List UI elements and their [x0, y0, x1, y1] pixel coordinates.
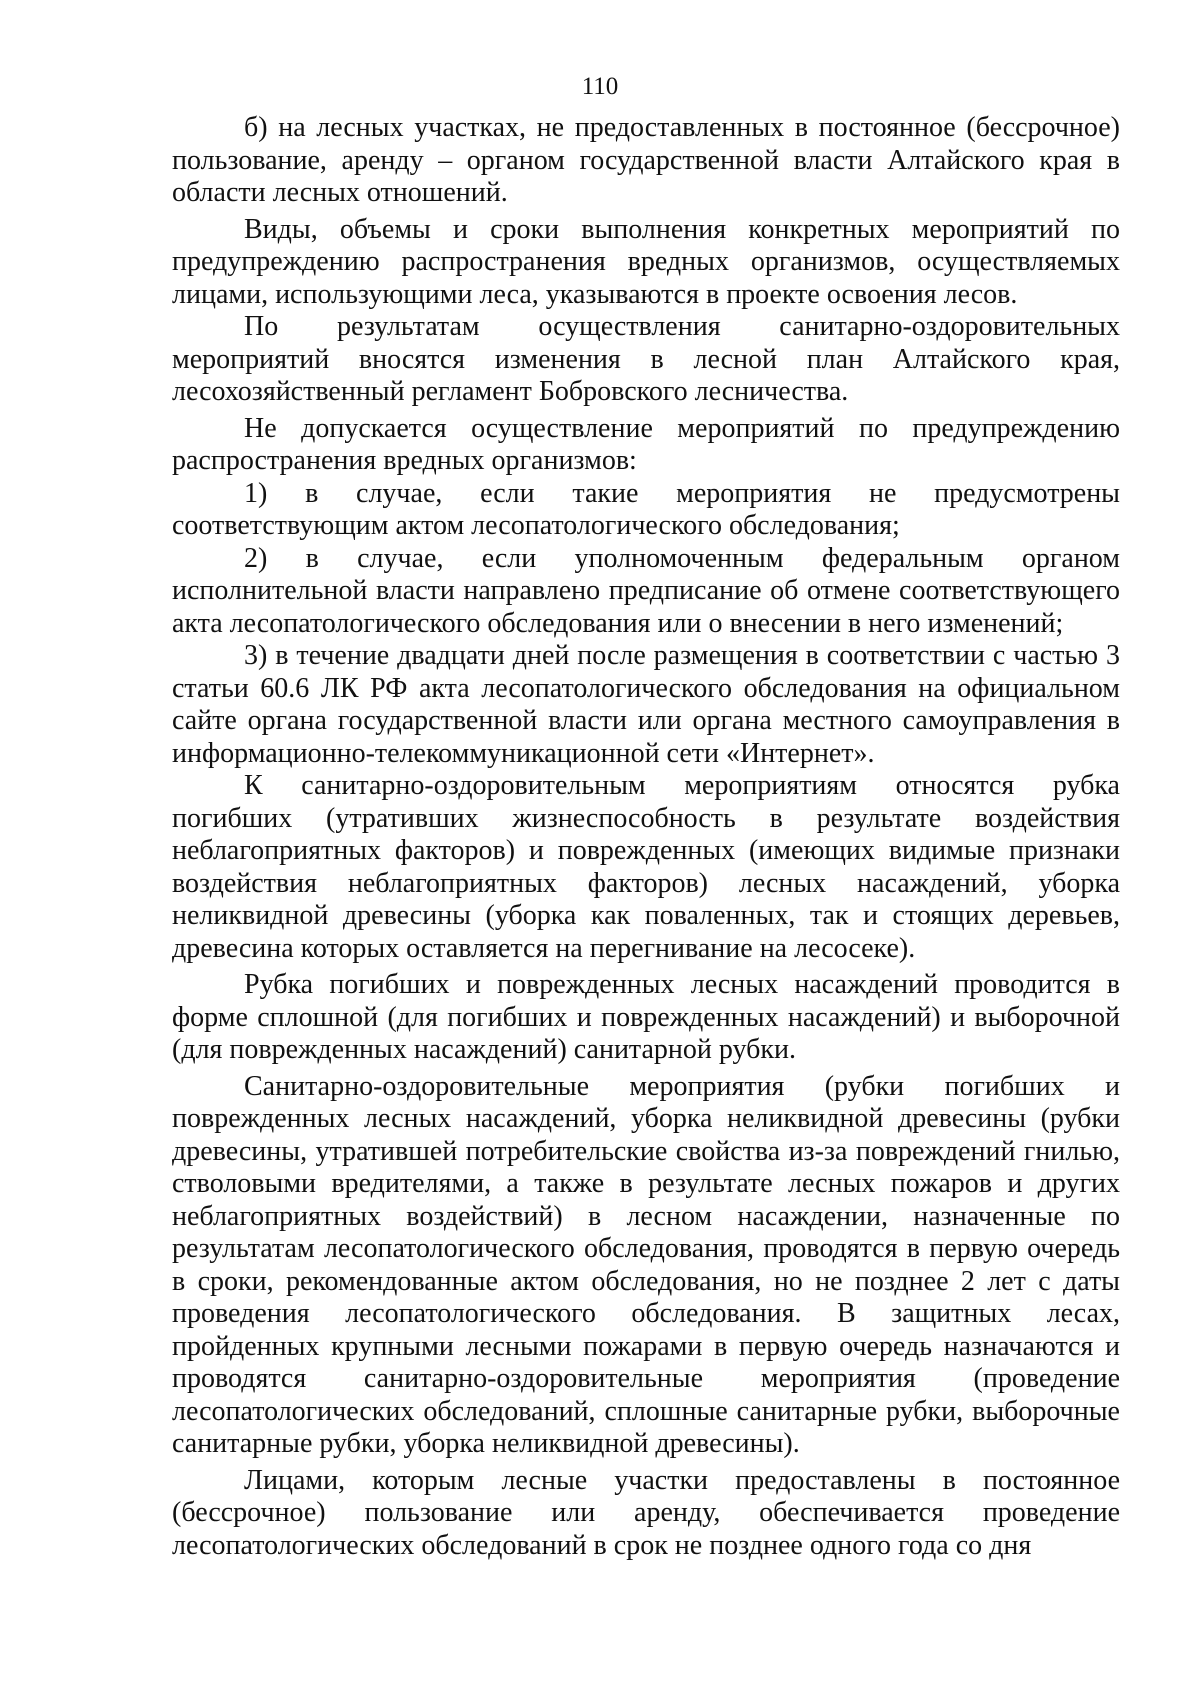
paragraph-5: К санитарно-оздоровительным мероприятиям относятся рубка погибших (утративших жизнеспособность в результате воздействия неблагоприятных факторов) и поврежденных (имеющих видимые признаки воздействия неблагоприятных факторов) лесных насаждений, уборка неликвидной древесины (уборка как поваленных, так и стоящих деревьев, древесина которых оставляется на перегнивание на лесосеке).: [172, 770, 1120, 964]
paragraph-6: Рубка погибших и поврежденных лесных насаждений проводится в форме сплошной (для погибших и поврежденных насаждений) и выборочной (для поврежденных насаждений) санитарной рубки.: [172, 969, 1120, 1065]
paragraph-3: По результатам осуществления санитарно-оздоровительных мероприятий вносятся изменения в лесной план Алтайского края, лесохозяйственный регламент Бобровского лесничества.: [172, 311, 1120, 407]
list-item-1: 1) в случае, если такие мероприятия не предусмотрены соответствующим актом лесопатологического обследования;: [172, 477, 1120, 541]
paragraph-2: Виды, объемы и сроки выполнения конкретных мероприятий по предупреждению распространения вредных организмов, осуществляемых лицами, использующими леса, указываются в проекте освоения лесов.: [172, 213, 1120, 310]
paragraph-4: Не допускается осуществление мероприятий по предупреждению распространения вредных организмов:: [172, 412, 1120, 476]
page-number: 110: [581, 73, 619, 100]
paragraph-1: б) на лесных участках, не предоставленных в постоянное (бессрочное) пользование, аренду – органом государственной власти Алтайского края в области лесных отношений.: [172, 112, 1120, 208]
paragraph-7: Санитарно-оздоровительные мероприятия (рубки погибших и поврежденных лесных насаждений, уборка неликвидной древесины (рубки древесины, утратившей потребительские свойства из-за повреждений гнилью, стволовыми вредителями, а также в результате лесных пожаров и других неблагоприятных воздействий) в лесном насаждении, назначенные по результатам лесопатологического обследования, проводятся в первую очередь в сроки, рекомендованные актом обследования, но не позднее 2 лет с даты проведения лесопатологического обследования. В защитных лесах, пройденных крупными лесными пожарами в первую очередь назначаются и проводятся санитарно-оздоровительные мероприятия (проведение лесопатологических обследований, сплошные санитарные рубки, выборочные санитарные рубки, уборка неликвидной древесины).: [172, 1070, 1120, 1459]
paragraph-8: Лицами, которым лесные участки предоставлены в постоянное (бессрочное) пользование или аренду, обеспечивается проведение лесопатологических обследований в срок не позднее одного года со дня: [172, 1464, 1120, 1561]
list-item-2: 2) в случае, если уполномоченным федеральным органом исполнительной власти направлено предписание об отмене соответствующего акта лесопатологического обследования или о внесении в него изменений;: [172, 542, 1120, 639]
document-body: [172, 112, 1120, 1562]
list-item-3: 3) в течение двадцати дней после размещения в соответствии с частью 3 статьи 60.6 ЛК РФ акта лесопатологического обследования на официальном сайте органа государственной власти или органа местного самоуправления в информационно-телекоммуникационной сети «Интернет».: [172, 640, 1120, 769]
